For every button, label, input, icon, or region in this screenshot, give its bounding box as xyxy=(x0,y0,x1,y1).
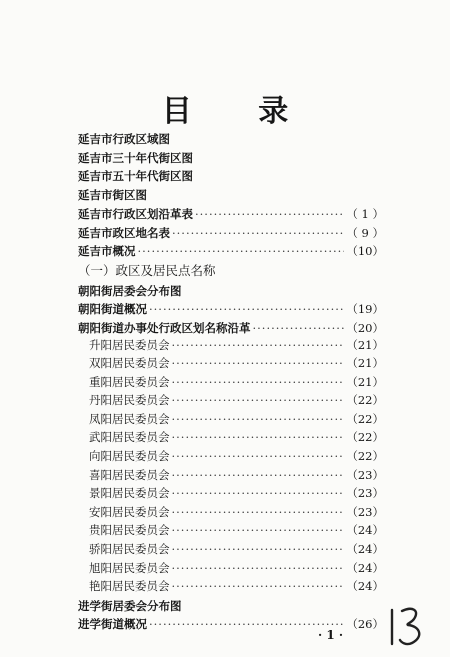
toc-entry-label: 延吉市政区地名表 xyxy=(78,226,170,240)
toc-entry xyxy=(89,577,384,595)
toc-entry-page: （22） xyxy=(346,412,384,426)
toc-entry-label: 延吉市行政区域图 xyxy=(78,132,170,146)
toc-entry-label: 延吉市行政区划沿革表 xyxy=(78,207,193,221)
toc-leader-dots xyxy=(253,319,345,337)
toc-entry-page: （21） xyxy=(346,338,384,352)
toc-leader-dots xyxy=(195,205,344,223)
toc-entry xyxy=(89,410,384,428)
toc-entry-page: （22） xyxy=(346,430,384,444)
toc-entry-page: （23） xyxy=(346,505,384,519)
toc-entry xyxy=(78,242,384,260)
toc-entry xyxy=(78,186,384,204)
toc-entry-label: 进学街道概况 xyxy=(78,617,147,631)
toc-entry-label: 重阳居民委员会 xyxy=(89,375,170,389)
toc-entry xyxy=(78,167,384,185)
toc-leader-dots xyxy=(172,224,344,242)
toc-entry-page: （26） xyxy=(346,617,384,631)
toc-entry xyxy=(78,262,384,280)
toc-leader-dots xyxy=(172,354,345,372)
toc-entry-label: 贵阳居民委员会 xyxy=(89,523,170,537)
toc-entry-page: （22） xyxy=(346,393,384,407)
toc-entry-label: 朝阳街道概况 xyxy=(78,302,147,316)
toc-entry-label: 朝阳街道办事处行政区划名称沿革 xyxy=(78,321,251,335)
toc-entry xyxy=(78,130,384,148)
toc-entry-label: 景阳居民委员会 xyxy=(89,486,170,500)
toc-entry-label: 延吉市三十年代街区图 xyxy=(78,151,193,165)
toc-entry-label: 艳阳居民委员会 xyxy=(89,579,170,593)
toc-entry-page: （24） xyxy=(346,561,384,575)
toc-leader-dots xyxy=(172,521,345,539)
toc-entry-label: 双阳居民委员会 xyxy=(89,356,170,370)
toc-entry xyxy=(78,149,384,167)
toc-leader-dots xyxy=(172,391,345,409)
toc-entry xyxy=(78,282,384,300)
toc-entry-label: 延吉市五十年代街区图 xyxy=(78,169,193,183)
toc-entry-page: （21） xyxy=(346,375,384,389)
toc-entry-page: （ 9 ） xyxy=(346,226,384,240)
toc-entry-label: 升阳居民委员会 xyxy=(89,338,170,352)
toc-entry xyxy=(89,428,384,446)
toc-leader-dots xyxy=(149,615,344,633)
toc-entry-label: 喜阳居民委员会 xyxy=(89,468,170,482)
toc-leader-dots xyxy=(172,410,345,428)
toc-leader-dots xyxy=(172,559,345,577)
toc-entry-page: （ 1 ） xyxy=(346,207,384,221)
toc-entry xyxy=(89,484,384,502)
toc-entry-label: 延吉市概况 xyxy=(78,244,136,258)
toc-entry-page: （20） xyxy=(346,321,384,335)
toc-entry-label: 延吉市街区图 xyxy=(78,188,147,202)
toc-leader-dots xyxy=(172,503,345,521)
footer-page-number: · 1 · xyxy=(318,628,344,642)
toc-leader-dots xyxy=(172,336,345,354)
toc-entry xyxy=(78,300,384,318)
toc-leader-dots xyxy=(172,447,345,465)
toc-entry-label: 进学街居委会分布图 xyxy=(78,599,182,613)
toc-entry xyxy=(89,521,384,539)
toc-leader-dots xyxy=(172,466,345,484)
toc-entry-page: （23） xyxy=(346,468,384,482)
toc-entry-label: （一）政区及居民点名称 xyxy=(78,263,216,278)
toc-entry xyxy=(89,466,384,484)
toc-entry xyxy=(89,336,384,354)
toc-leader-dots xyxy=(149,300,344,318)
toc-entry xyxy=(89,391,384,409)
toc-leader-dots xyxy=(172,577,345,595)
toc-entry xyxy=(78,205,384,223)
toc-entry-label: 向阳居民委员会 xyxy=(89,449,170,463)
toc-entry xyxy=(78,319,384,337)
toc-entry-label: 朝阳街居委会分布图 xyxy=(78,284,182,298)
toc-entry-page: （10） xyxy=(346,244,384,258)
toc-entry xyxy=(78,224,384,242)
handwritten-page-mark xyxy=(384,604,434,648)
toc-leader-dots xyxy=(172,540,345,558)
toc-entry-label: 安阳居民委员会 xyxy=(89,505,170,519)
toc-entry-page: （19） xyxy=(346,302,384,316)
toc-entry-page: （24） xyxy=(346,542,384,556)
toc-entry-label: 丹阳居民委员会 xyxy=(89,393,170,407)
toc-entry xyxy=(89,559,384,577)
toc-entry-page: （22） xyxy=(346,449,384,463)
toc-entry xyxy=(89,447,384,465)
toc-entry xyxy=(89,540,384,558)
toc-entry xyxy=(78,597,384,615)
toc-entry-label: 骄阳居民委员会 xyxy=(89,542,170,556)
toc-leader-dots xyxy=(172,484,345,502)
toc-entry xyxy=(89,503,384,521)
toc-entry-page: （24） xyxy=(346,523,384,537)
toc-entry-label: 旭阳居民委员会 xyxy=(89,561,170,575)
toc-leader-dots xyxy=(172,428,345,446)
toc-entry xyxy=(89,373,384,391)
toc-leader-dots xyxy=(172,373,345,391)
toc-leader-dots xyxy=(138,242,345,260)
toc-entry-page: （21） xyxy=(346,356,384,370)
toc-entry-label: 武阳居民委员会 xyxy=(89,430,170,444)
toc-entry-page: （23） xyxy=(346,486,384,500)
toc-entry-page: （24） xyxy=(346,579,384,593)
toc-entry-label: 凤阳居民委员会 xyxy=(89,412,170,426)
page-title: 目 录 xyxy=(161,94,317,129)
toc-entry xyxy=(89,354,384,372)
